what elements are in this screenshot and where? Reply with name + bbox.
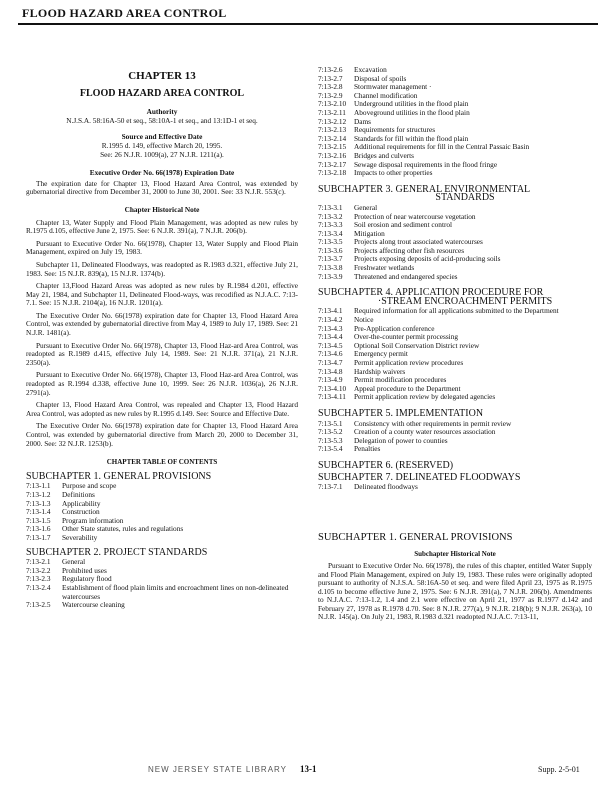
toc-item-number: 7:13-5.2 xyxy=(318,427,343,437)
toc-item-number: 7:13-1.5 xyxy=(26,515,51,525)
toc-item-title: Impacts to other properties xyxy=(354,168,433,178)
authority-text: N.J.S.A. 58:16A-50 et seq., 58:10A-1 et seq., and 13:1D-1 et seq. xyxy=(66,115,258,125)
toc-item xyxy=(318,273,592,282)
toc-item-title: Channel modification xyxy=(354,90,418,100)
toc-item xyxy=(318,445,592,454)
toc-item-number: 7:13-2.15 xyxy=(318,142,347,152)
toc-item-number: 7:13-3.8 xyxy=(318,263,343,273)
subchapter-7-title: SUBCHAPTER 7. DELINEATED FLOODWAYS xyxy=(318,471,521,483)
toc-item-title: Projects along trout associated watercourses xyxy=(354,237,483,247)
toc-item-title: Delegation of power to counties xyxy=(354,435,448,445)
toc-item-number: 7:13-7.1 xyxy=(318,482,343,492)
subchapter-1-note-text: Pursuant to Executive Order No. 66(1978), the rules of this chapter, entitled Water Supply and Flood Plain Management, expired on July 19, 1983. These rules were originally adopted pursuant to authority of N.J.S.A. 58:16A-50 et seq. and were filed April 23, 1975 as R.1975 d.105 to become effective June 2, 1975. See: 6 N.J.R. 391(a), 7 N.J.R. 206(b). Amendments to N.J.A.C. 7:13-1.2, 1.4 and 2.1 were effective on April 21, 1977 as R.1977 d.142 and February 27, 1978 as R.1978 d.70. See: 8 N.J.R. 277(a), 9 N.J.R. 218(b); 9 N.J.R. 263(a), 10 N.J.R. 145(a). On July 21, 1983, R.1983 d.321 readopted N.J.A.C. 7:13-11, xyxy=(318,560,592,622)
toc-item-title: Watercourse cleaning xyxy=(62,600,125,610)
history-paragraph: Chapter 13,Flood Hazard Areas was adopted as new rules by R.1984 d.201, effective May 21, 1984, and Subchapter 11, Delineated Flood-ways, was recodified as N.J.A.C. 7:13-7.1. See: 15 N.J.R. 2104(a), 16 N.J.R. 1201(a). xyxy=(26,281,298,308)
toc-item-title: Delineated floodways xyxy=(354,482,418,492)
toc-item-title: General xyxy=(62,557,86,567)
history-heading: Chapter Historical Note xyxy=(124,204,200,214)
subchapter-2-list-continued xyxy=(318,66,592,178)
toc-item-number: 7:13-4.3 xyxy=(318,323,343,333)
subchapter-4-list xyxy=(318,307,592,402)
toc-item-number: 7:13-4.4 xyxy=(318,332,343,342)
toc-item-number: 7:13-5.3 xyxy=(318,435,343,445)
toc-item-title: Freshwater wetlands xyxy=(354,263,415,273)
toc-item-title: Prohibited uses xyxy=(62,565,107,575)
history-paragraph: Pursuant to Executive Order No. 66(1978), Chapter 13, Flood Haz-ard Area Control, was readopted as R.1994 d.338, effective June 10, 1999. See: 26 N.J.R. 1036(a), 26 N.J.R. 2791(a). xyxy=(26,370,298,397)
subchapter-3-title-line-2: STANDARDS xyxy=(435,192,495,204)
history-paragraph: Chapter 13, Water Supply and Flood Plain Management, was adopted as new rules by R.1975 d.105, effective June 2, 1975. See: 6 N.J.R. 391(a), 7 N.J.R. 206(b). xyxy=(26,217,298,236)
toc-item-number: 7:13-4.1 xyxy=(318,306,343,316)
subchapter-1-heading: SUBCHAPTER 1. GENERAL PROVISIONS xyxy=(318,531,513,543)
toc-item-title: Requirements for structures xyxy=(354,125,436,135)
toc-item-number: 7:13-3.5 xyxy=(318,237,343,247)
page-number: 13-1 xyxy=(300,764,317,774)
exec-order-text: The expiration date for Chapter 13, Flood Hazard Area Control, was extended by gubernatorial directive from December 31, 2000 to June 30, 2001. See: 33 N.J.R. 553(c). xyxy=(26,178,298,197)
toc-item-number: 7:13-4.6 xyxy=(318,349,343,359)
toc-item-number: 7:13-4.8 xyxy=(318,366,343,376)
toc-item-title: Bridges and culverts xyxy=(354,150,414,160)
toc-item-title: Other State statutes, rules and regulations xyxy=(62,524,184,534)
toc-item-number: 7:13-2.12 xyxy=(318,116,347,126)
toc-item-number: 7:13-3.1 xyxy=(318,202,343,212)
toc-item-number: 7:13-4.11 xyxy=(318,392,346,402)
header-rule xyxy=(18,23,598,25)
subchapter-4-title-line-2: ·STREAM ENCROACHMENT PERMITS xyxy=(377,295,553,307)
subchapter-3-title-line-1: SUBCHAPTER 3. GENERAL ENVIRONMENTAL xyxy=(318,183,531,195)
toc-item-number: 7:13-1.3 xyxy=(26,498,51,508)
toc-item-number: 7:13-2.6 xyxy=(318,65,343,74)
subchapter-1-title: SUBCHAPTER 1. GENERAL PROVISIONS xyxy=(26,470,212,482)
subchapter-1-note-heading: Subchapter Historical Note xyxy=(414,550,496,559)
toc-item-number: 7:13-5.4 xyxy=(318,444,343,454)
toc-item-number: 7:13-3.7 xyxy=(318,254,343,264)
toc-item-title: Pre-Application conference xyxy=(354,323,435,333)
chapter-title: FLOOD HAZARD AREA CONTROL xyxy=(79,87,245,99)
toc-item-number: 7:13-2.11 xyxy=(318,107,346,117)
toc-item-number: 7:13-1.7 xyxy=(26,532,51,542)
toc-item xyxy=(26,601,298,610)
toc-item-title: Permit application review procedures xyxy=(354,358,464,367)
right-column xyxy=(318,66,592,622)
toc-item-title: Soil erosion and sediment control xyxy=(354,220,453,230)
toc-item-title: Stormwater management · xyxy=(354,82,432,92)
toc-item-number: 7:13-1.6 xyxy=(26,524,51,534)
toc-item-title: Over-the-counter permit processing xyxy=(354,332,458,342)
subchapter-6-title: SUBCHAPTER 6. (RESERVED) xyxy=(318,459,454,471)
toc-item-title: Sewage disposal requirements in the flood fringe xyxy=(354,159,498,169)
toc-item xyxy=(318,169,592,178)
toc-item-title: Penalties xyxy=(354,444,381,454)
toc-item-number: 7:13-2.17 xyxy=(318,159,347,169)
toc-item-title: Standards for fill within the flood plain xyxy=(354,133,469,143)
subchapter-2-title: SUBCHAPTER 2. PROJECT STANDARDS xyxy=(26,546,208,558)
toc-item-title: Disposal of spoils xyxy=(354,73,407,83)
subchapter-5-title: SUBCHAPTER 5. IMPLEMENTATION xyxy=(318,407,484,419)
toc-item xyxy=(318,393,592,402)
authority-heading: Authority xyxy=(146,107,178,117)
toc-item-title: Aboveground utilities in the flood plain xyxy=(354,107,470,117)
toc-item-number: 7:13-1.4 xyxy=(26,507,51,517)
toc-item-title: Consistency with other requirements in permit review xyxy=(354,418,512,428)
toc-item-number: 7:13-2.9 xyxy=(318,90,343,100)
subchapter-3-title xyxy=(318,183,592,204)
subchapter-2-list xyxy=(26,558,298,610)
toc-item xyxy=(26,584,298,601)
source-heading: Source and Effective Date xyxy=(121,132,203,142)
subchapter-4-title-line-1: SUBCHAPTER 4. APPLICATION PROCEDURE FOR xyxy=(318,287,544,299)
subchapter-5-list xyxy=(318,420,592,454)
toc-item-title: Optional Soil Conservation District review xyxy=(354,340,480,350)
history-paragraph: Pursuant to Executive Order No. 66(1978), Chapter 13, Flood Haz-ard Area Control, was readopted as R.1989 d.415, effective July 14, 1989. See: 21 N.J.R. 371(a), 21 N.J.R. 2350(a). xyxy=(26,340,298,367)
left-column xyxy=(26,70,298,610)
toc-item-number: 7:13-3.2 xyxy=(318,211,343,221)
history-paragraph: Subchapter 11, Delineated Floodways, was readopted as R.1983 d.321, effective July 21, 1983. See: 15 N.J.R. 839(a), 15 N.J.R. 1374(b). xyxy=(26,259,298,278)
toc-item-number: 7:13-2.1 xyxy=(26,557,51,567)
toc-item-title: Establishment of flood plain limits and encroachment lines on non-delineated watercourses xyxy=(62,582,289,601)
subchapter-4-title xyxy=(318,289,592,306)
toc-item-title: Additional requirements for fill in the Central Passaic Basin xyxy=(354,142,530,152)
history-paragraph: Pursuant to Executive Order No. 66(1978), Chapter 13, Water Supply and Flood Plain Management, expired on July 19, 1983. xyxy=(26,238,298,257)
toc-item-number: 7:13-4.9 xyxy=(318,375,343,385)
source-line-2: See: 26 N.J.R. 1009(a), 27 N.J.R. 1211(a). xyxy=(100,149,224,159)
toc-item-title: Mitigation xyxy=(354,228,385,238)
toc-item-title: Permit application review by delegated agencies xyxy=(354,392,496,402)
toc-item-number: 7:13-2.10 xyxy=(318,99,347,109)
toc-item-title: General xyxy=(354,202,378,212)
toc-item-title: Hardship waivers xyxy=(354,366,406,376)
exec-order-heading: Executive Order No. 66(1978) Expiration Date xyxy=(89,168,235,178)
toc-item-title: Purpose and scope xyxy=(62,481,117,491)
toc-item-title: Underground utilities in the flood plain xyxy=(354,99,469,109)
history-paragraph: The Executive Order No. 66(1978) expiration date for Chapter 13, Flood Hazard Area Control, was extended by gubernatorial directive from May 4, 1989 to July 17, 1989. See: 21 N.J.R. 1481(a). xyxy=(26,310,298,338)
toc-item-number: 7:13-4.2 xyxy=(318,315,343,325)
toc-item-title: Threatened and endangered species xyxy=(354,271,458,281)
toc-heading: CHAPTER TABLE OF CONTENTS xyxy=(106,458,218,467)
toc-item-number: 7:13-1.2 xyxy=(26,489,51,499)
subchapter-3-list xyxy=(318,204,592,281)
toc-item-title: Applicability xyxy=(62,498,101,508)
toc-item-number: 7:13-2.4 xyxy=(26,582,51,592)
toc-item-number: 7:13-2.16 xyxy=(318,150,347,160)
toc-item-title: Regulatory flood xyxy=(62,574,112,584)
toc-item-title: Program information xyxy=(62,515,124,525)
toc-item-title: Dams xyxy=(354,116,372,126)
chapter-number: CHAPTER 13 xyxy=(128,70,196,82)
toc-item-number: 7:13-2.14 xyxy=(318,133,347,143)
subchapter-7-list xyxy=(318,483,592,492)
toc-item-title: Appeal procedure to the Department xyxy=(354,383,461,393)
toc-item xyxy=(318,483,592,492)
toc-item-title: Severability xyxy=(62,532,98,542)
toc-item-title: Creation of a county water resources association xyxy=(354,427,496,437)
toc-item-title: Construction xyxy=(62,507,100,517)
toc-item-number: 7:13-4.7 xyxy=(318,358,343,367)
toc-item-title: Projects exposing deposits of acid-producing soils xyxy=(354,254,501,264)
history-paragraph: Chapter 13, Flood Hazard Area Control, was repealed and Chapter 13, Flood Hazard Area Control, was adopted as new rules by R.1995 d.149. See: Source and Effective Date. xyxy=(26,400,298,418)
toc-item-number: 7:13-2.7 xyxy=(318,73,343,83)
subchapter-1-list xyxy=(26,482,298,542)
toc-item-title: Projects affecting other fish resources xyxy=(354,245,465,255)
toc-item-number: 7:13-2.13 xyxy=(318,125,347,135)
running-head: FLOOD HAZARD AREA CONTROL xyxy=(22,6,227,20)
toc-item-number: 7:13-3.3 xyxy=(318,220,343,230)
toc-item-number: 7:13-5.1 xyxy=(318,418,343,428)
toc-item-number: 7:13-3.9 xyxy=(318,271,343,281)
toc-item-number: 7:13-2.5 xyxy=(26,600,51,610)
toc-item-number: 7:13-3.4 xyxy=(318,228,343,238)
toc-item-number: 7:13-4.5 xyxy=(318,340,343,350)
toc-item-number: 7:13-4.10 xyxy=(318,383,347,393)
toc-item xyxy=(26,534,298,543)
toc-item-title: Permit modification procedures xyxy=(354,375,447,385)
toc-item-title: Protection of near watercourse vegetation xyxy=(354,211,476,221)
toc-item-title: Definitions xyxy=(62,489,95,499)
toc-item-title: Emergency permit xyxy=(354,349,408,359)
toc-item-number: 7:13-3.6 xyxy=(318,245,343,255)
source-line-1: R.1995 d. 149, effective March 20, 1995. xyxy=(101,140,223,150)
toc-item-title: Excavation xyxy=(354,65,387,74)
toc-item-title: Notice xyxy=(354,315,374,325)
toc-item-title: Required information for all applications submitted to the Department xyxy=(354,306,559,316)
toc-item-number: 7:13-2.2 xyxy=(26,565,51,575)
toc-item-number: 7:13-2.8 xyxy=(318,82,343,92)
history-paragraph: The Executive Order No. 66(1978) expiration date for Chapter 13, Flood Hazard Area Control, was extended by gubernatorial directive from March 20, 2000 to December 31, 2000. See: 32 N.J.R. 1253(b). xyxy=(26,421,298,448)
toc-item-number: 7:13-2.18 xyxy=(318,168,347,178)
supplement-date: Supp. 2-5-01 xyxy=(538,765,580,774)
library-stamp: NEW JERSEY STATE LIBRARY xyxy=(148,765,287,774)
toc-item-number: 7:13-1.1 xyxy=(26,481,51,491)
history-notes xyxy=(26,219,298,449)
toc-item-number: 7:13-2.3 xyxy=(26,574,51,584)
